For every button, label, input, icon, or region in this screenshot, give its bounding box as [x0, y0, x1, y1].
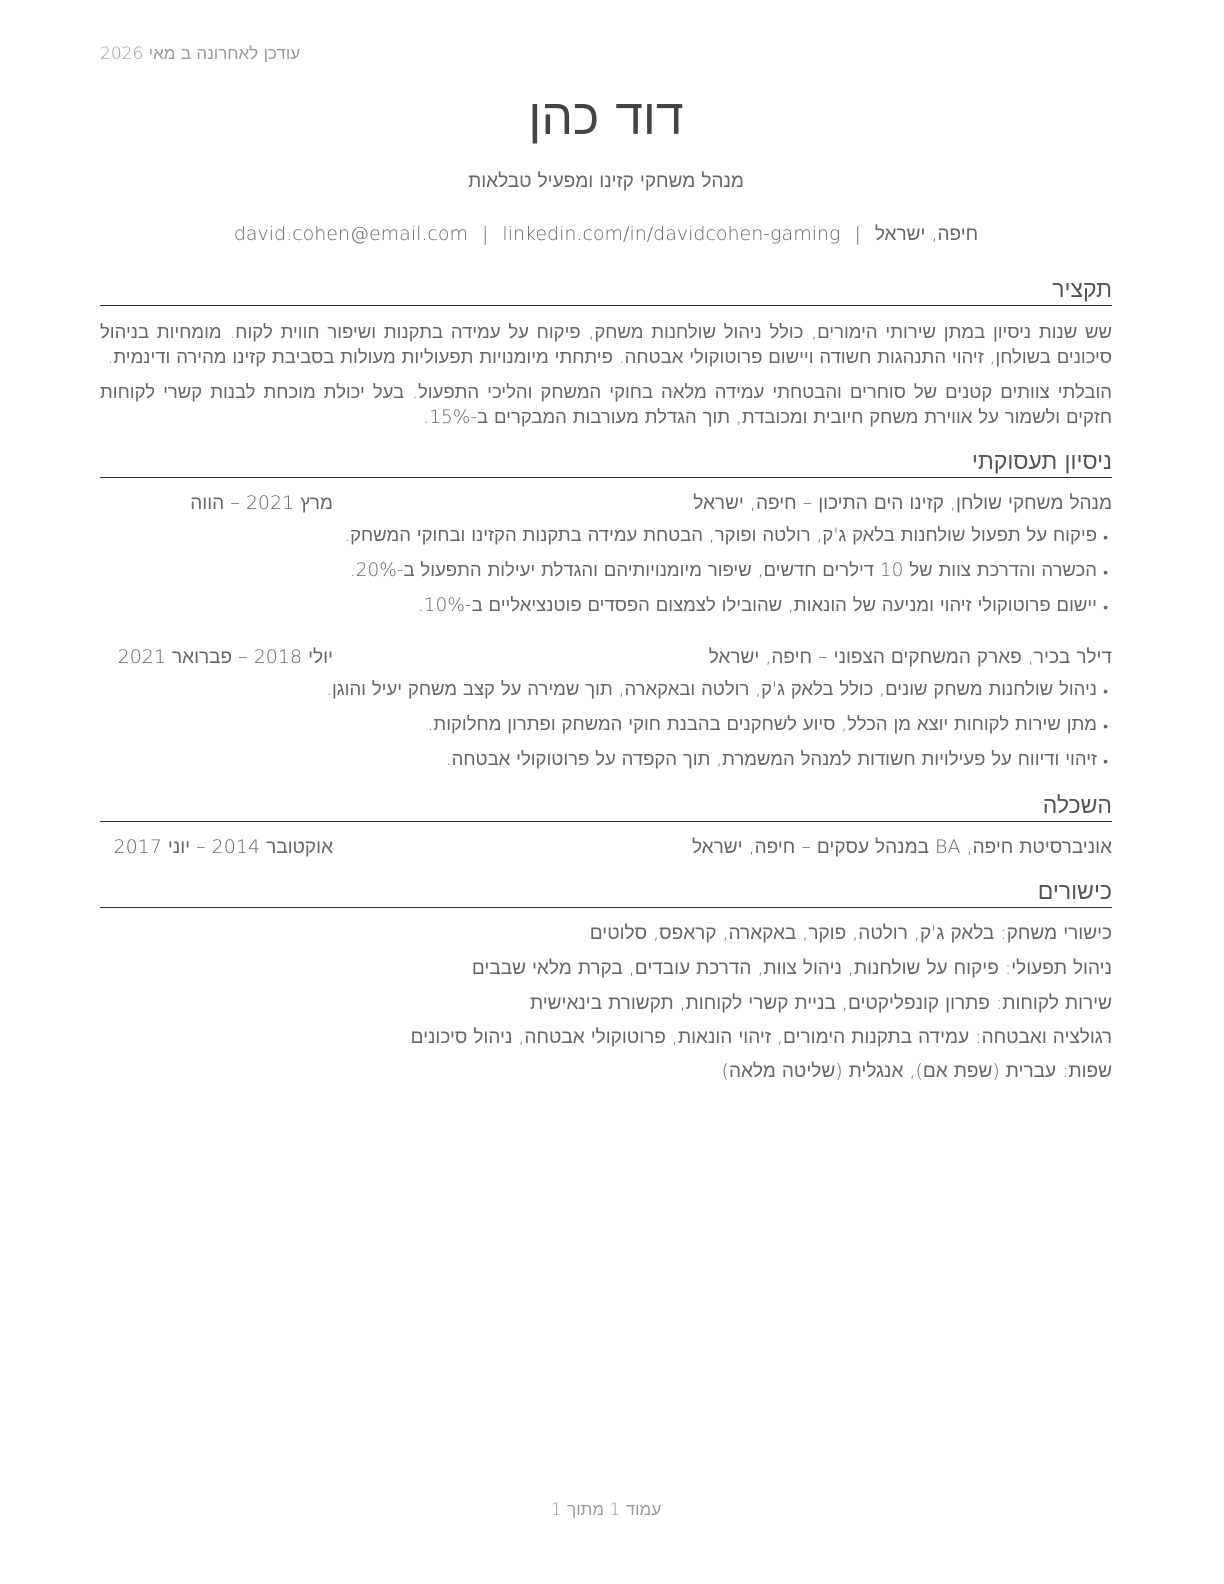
summary-paragraph-2: הובלתי צוותים קטנים של סוחרים והבטחתי עמידה מלאה בחוקי המשחק והליכי התפעול. בעל יכולת מוכחת לבנות קשרי לקוחות חזקים ולשמור על אווירת משחק חיובית ומכובדת, תוך הגדלת מעורבות המבקרים ב-15%. [100, 382, 1112, 428]
bullet-dot-icon: • [1103, 719, 1108, 735]
skill-item: שירות לקוחות: פתרון קונפליקטים, בניית קשרי לקוחות, תקשורת בינאישית [529, 992, 1112, 1014]
bullet-dot-icon: • [1103, 565, 1108, 581]
education-heading: השכלה [100, 791, 1112, 822]
candidate-title: מנהל משחקי קזינו ומפעיל טבלאות [468, 170, 744, 192]
job-header [100, 646, 1112, 672]
bullet-dot-icon: • [1103, 684, 1108, 700]
skills-heading: כישורים [100, 877, 1112, 908]
skill-item: כישורי משחק: בלאק ג'ק, רולטה, פוקר, באקארה, קראפס, סלוטים [589, 922, 1112, 944]
resume-page: עודכן לאחרונה ב מאי 2026 דוד כהן מנהל משחקי קזינו ומפעיל טבלאות חיפה, ישראל|david.cohen@email.com | linkedin.com/in/davidcohen-gaming תקציר שש שנות ניסיון במתן שירותי הימורים, כולל ניהול שולחנות משחק, פיקוח על עמידה בתקנות ושיפור חווית לקוח. מומחיות בניהול סיכונים בשולחן, זיהוי התנהגות חשודה ויישום פרוטוקולי אבטחה. פיתחתי מיומנויות תפעוליות מעולות בסביבת קזינו מהירה ודינמית. הובלתי צוותים קטנים של סוחרים והבטחתי עמידה מלאה בחוקי המשחק והליכי התפעול. בעל יכולת מוכחת לבנות קשרי לקוחות חזקים ולשמור על אווירת משחק חיובית ומכובדת, תוך הגדלת מעורבות המבקרים ב-15%. ניסיון תעסוקתי מנהל משחקי שולחן, קזינו הים התיכון – חיפה, ישראל מרץ 2021 – הווה • פיקוח על תפעול שולחנות בלאק ג'ק, רולטה ופוקר, הבטחת עמידה בתקנות הקזינו ובחוקי המשחק. • הכשרה והדרכת צוות של 10 דילרים חדשים, שיפור מיומנויותיהם והגדלת יעילות התפעול ב-20%. • יישום פרוטוקולי זיהוי ומניעה של הונאות, שהובילו לצמצום הפסדים פוטנציאליים ב-10%. דילר בכיר, פארק המשחקים הצפוני – חיפה, ישראל יולי 2018 – פברואר 2021 • ניהול שולחנות משחק שונים, כולל בלאק ג'ק, רולטה ובאקארה, תוך שמירה על קצב משחק יעיל והוגן. • מתן שירות לקוחות יוצא מן הכלל, סיוע לשחקנים בהבנת חוקי המשחק ופתרון מחלוקות. • זיהוי ודיווח על פעילויות חשודות למנהל המשמרת, תוך הקפדה על פרוטוקולי אבטחה. השכלה אוניברסיטת חיפה, BA במנהל עסקים – חיפה, ישראל אוקטובר 2014 – יוני 2017 כישורים כישורי משחק: בלאק ג'ק, רולטה, פוקר, באקארה, קראפס, סלוטים ניהול תפעולי: פיקוח על שולחנות, ניהול צוות, הדרכת עובדים, בקרת מלאי שבבים שירות לקוחות: פתרון קונפליקטים, בניית קשרי לקוחות, תקשורת בינאישית רגולציה ואבטחה: עמידה בתקנות הימורים, זיהוי הונאות, פרוטוקולי אבטחה, ניהול סיכונים שפות: עברית (שפת אם), אנגלית (שליטה מלאה) עמוד 1 מתוך 1 [100, 44, 1112, 1520]
contact-separator: | [854, 223, 861, 245]
skill-item: רגולציה ואבטחה: עמידה בתקנות הימורים, זיהוי הונאות, פרוטוקולי אבטחה, ניהול סיכונים [410, 1026, 1112, 1048]
skill-item: שפות: עברית (שפת אם), אנגלית (שליטה מלאה) [721, 1060, 1112, 1082]
contact-line [100, 223, 1112, 246]
job-dates: מרץ 2021 – הווה [190, 492, 333, 514]
job-role: דילר בכיר, פארק המשחקים הצפוני – חיפה, ישראל [708, 646, 1112, 668]
job-header [100, 492, 1112, 518]
job-role: מנהל משחקי שולחן, קזינו הים התיכון – חיפה, ישראל [693, 492, 1112, 514]
bullet-dot-icon: • [1103, 530, 1108, 546]
page-number: עמוד 1 מתוך 1 [550, 1500, 662, 1520]
experience-heading: ניסיון תעסוקתי [100, 447, 1112, 478]
candidate-name: דוד כהן [528, 88, 684, 146]
contact-linkedin[interactable]: linkedin.com/in/davidcohen-gaming [502, 223, 841, 245]
skill-item: ניהול תפעולי: פיקוח על שולחנות, ניהול צוות, הדרכת עובדים, בקרת מלאי שבבים [471, 957, 1112, 979]
last-updated: עודכן לאחרונה ב מאי 2026 [100, 44, 301, 64]
education-dates: אוקטובר 2014 – יוני 2017 [113, 836, 333, 858]
contact-email[interactable]: david.cohen@email.com [233, 223, 469, 245]
job-dates: יולי 2018 – פברואר 2021 [117, 646, 333, 668]
contact-separator: | [482, 223, 489, 245]
education-entry [100, 836, 1112, 862]
education-institution: אוניברסיטת חיפה, BA במנהל עסקים – חיפה, ישראל [691, 836, 1112, 858]
summary-paragraph-1: שש שנות ניסיון במתן שירותי הימורים, כולל ניהול שולחנות משחק, פיקוח על עמידה בתקנות ושיפור חווית לקוח. מומחיות בניהול סיכונים בשולחן, זיהוי התנהגות חשודה ויישום פרוטוקולי אבטחה. פיתחתי מיומנויות תפעוליות מעולות בסביבת קזינו מהירה ודינמית. [100, 322, 1112, 368]
bullet-dot-icon: • [1103, 754, 1108, 770]
bullet-dot-icon: • [1103, 600, 1108, 616]
summary-heading: תקציר [100, 275, 1112, 306]
contact-location: חיפה, ישראל [874, 223, 979, 245]
